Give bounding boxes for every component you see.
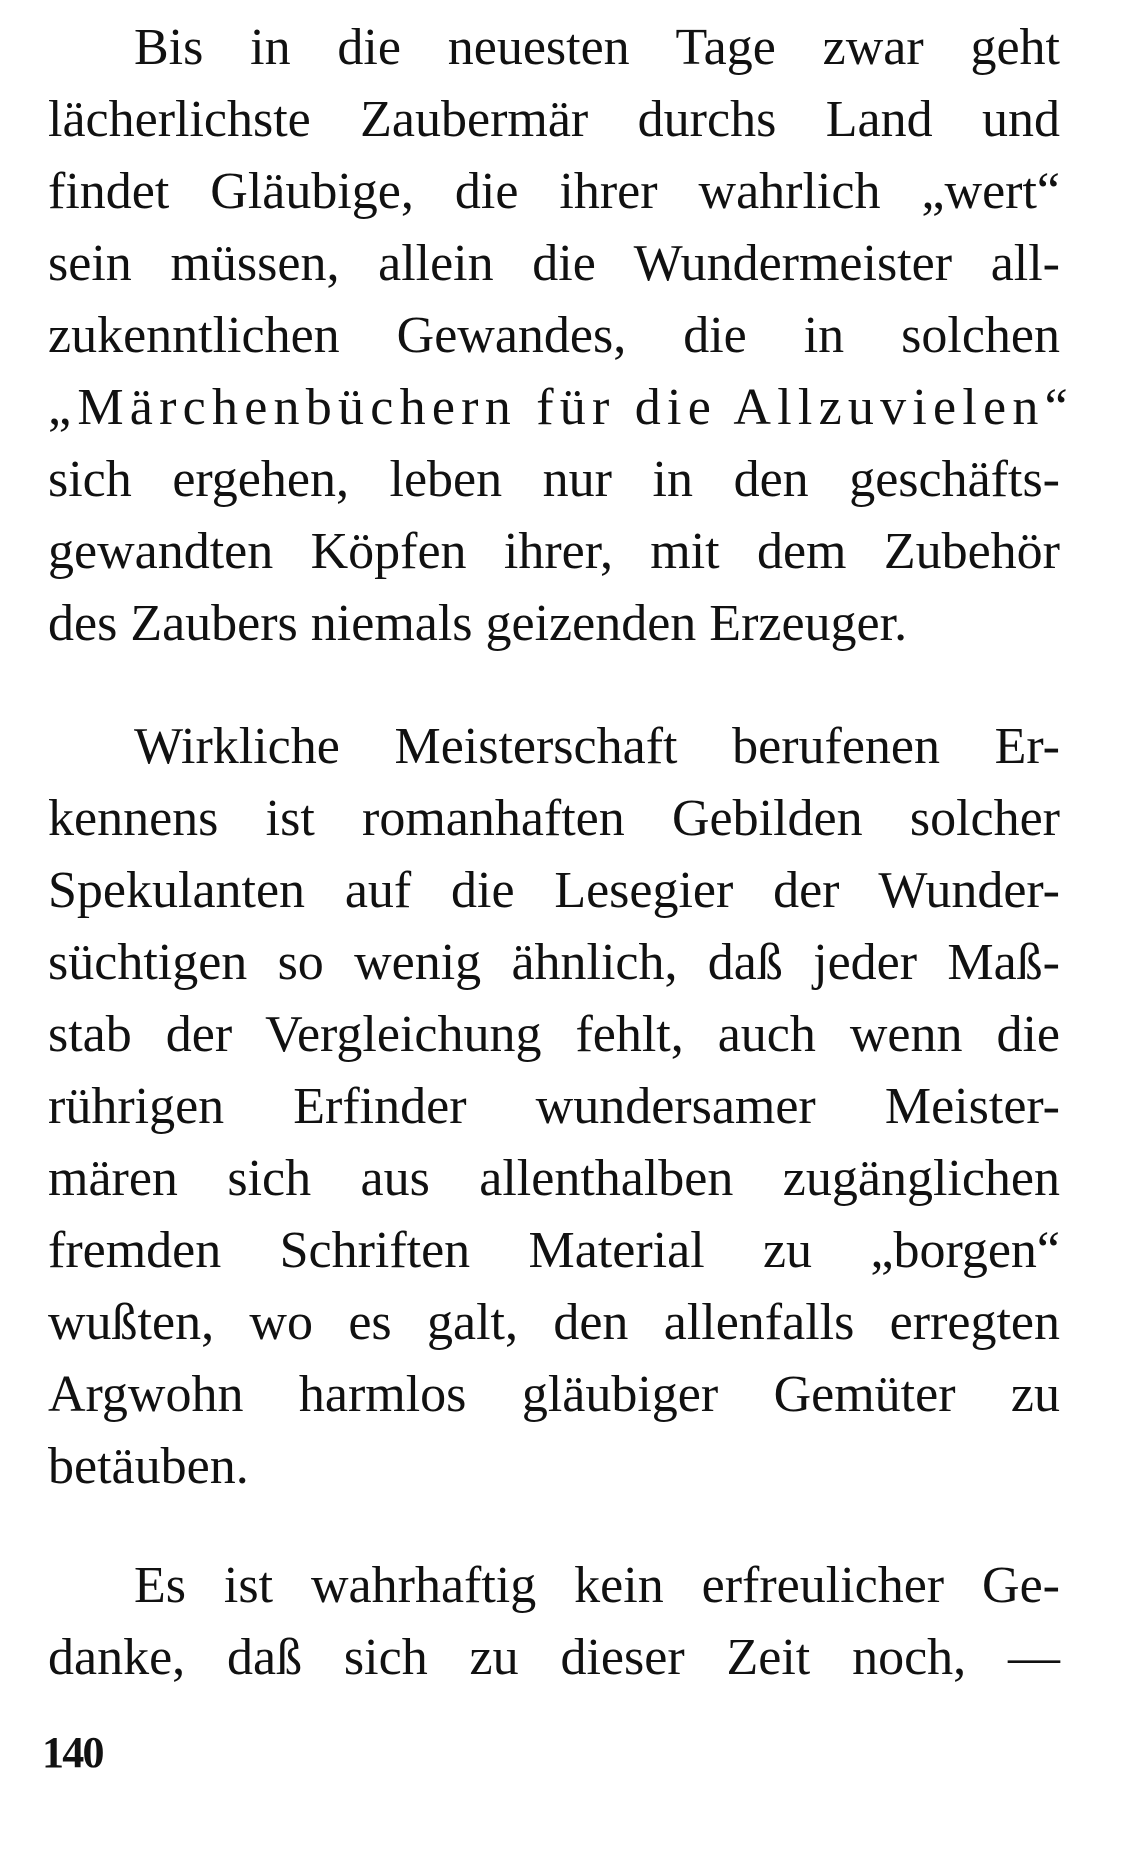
paragraph-line: stab der Vergleichung fehlt, auch wenn die xyxy=(48,1006,1060,1063)
page-number: 140 xyxy=(42,1728,103,1777)
paragraph-line: fremden Schriften Material zu „borgen“ xyxy=(48,1222,1060,1279)
paragraph-line: süchtigen so wenig ähnlich, daß jeder Maß- xyxy=(48,934,1060,991)
paragraph-line: Es ist wahrhaftig kein erfreulicher Ge- xyxy=(134,1557,1060,1614)
paragraph-line: wußten, wo es galt, den allenfalls erregten xyxy=(48,1294,1060,1351)
paragraph-line: lächerlichste Zaubermär durchs Land und xyxy=(48,91,1060,148)
paragraph-2 xyxy=(48,711,1060,1503)
paragraph-line: zukenntlichen Gewandes, die in solchen xyxy=(48,307,1060,364)
paragraph-line: Spekulanten auf die Lesegier der Wunder- xyxy=(48,862,1060,919)
paragraph-3 xyxy=(48,1550,1060,1694)
paragraph-line: danke, daß sich zu dieser Zeit noch, — xyxy=(48,1629,1060,1686)
paragraph-line: sich ergehen, leben nur in den geschäfts- xyxy=(48,451,1060,508)
paragraph-line: betäuben. xyxy=(48,1438,249,1495)
paragraph-line: Argwohn harmlos gläubiger Gemüter zu xyxy=(48,1366,1060,1423)
paragraph-line: findet Gläubige, die ihrer wahrlich „wert“ xyxy=(48,163,1060,220)
paragraph-line: Bis in die neuesten Tage zwar geht xyxy=(134,19,1060,76)
paragraph-1 xyxy=(48,12,1074,660)
paragraph-line: des Zaubers niemals geizenden Erzeuger. xyxy=(48,595,908,652)
paragraph-line: Wirkliche Meisterschaft berufenen Er- xyxy=(134,718,1060,775)
paragraph-line: mären sich aus allenthalben zugänglichen xyxy=(48,1150,1060,1207)
paragraph-line: kennens ist romanhaften Gebilden solcher xyxy=(48,790,1060,847)
paragraph-line: rührigen Erfinder wundersamer Meister- xyxy=(48,1078,1060,1135)
paragraph-line: gewandten Köpfen ihrer, mit dem Zubehör xyxy=(48,523,1060,580)
paragraph-line: „Märchenbüchern für die Allzuvielen“ xyxy=(48,379,1074,436)
paragraph-line: sein müssen, allein die Wundermeister all- xyxy=(48,235,1060,292)
